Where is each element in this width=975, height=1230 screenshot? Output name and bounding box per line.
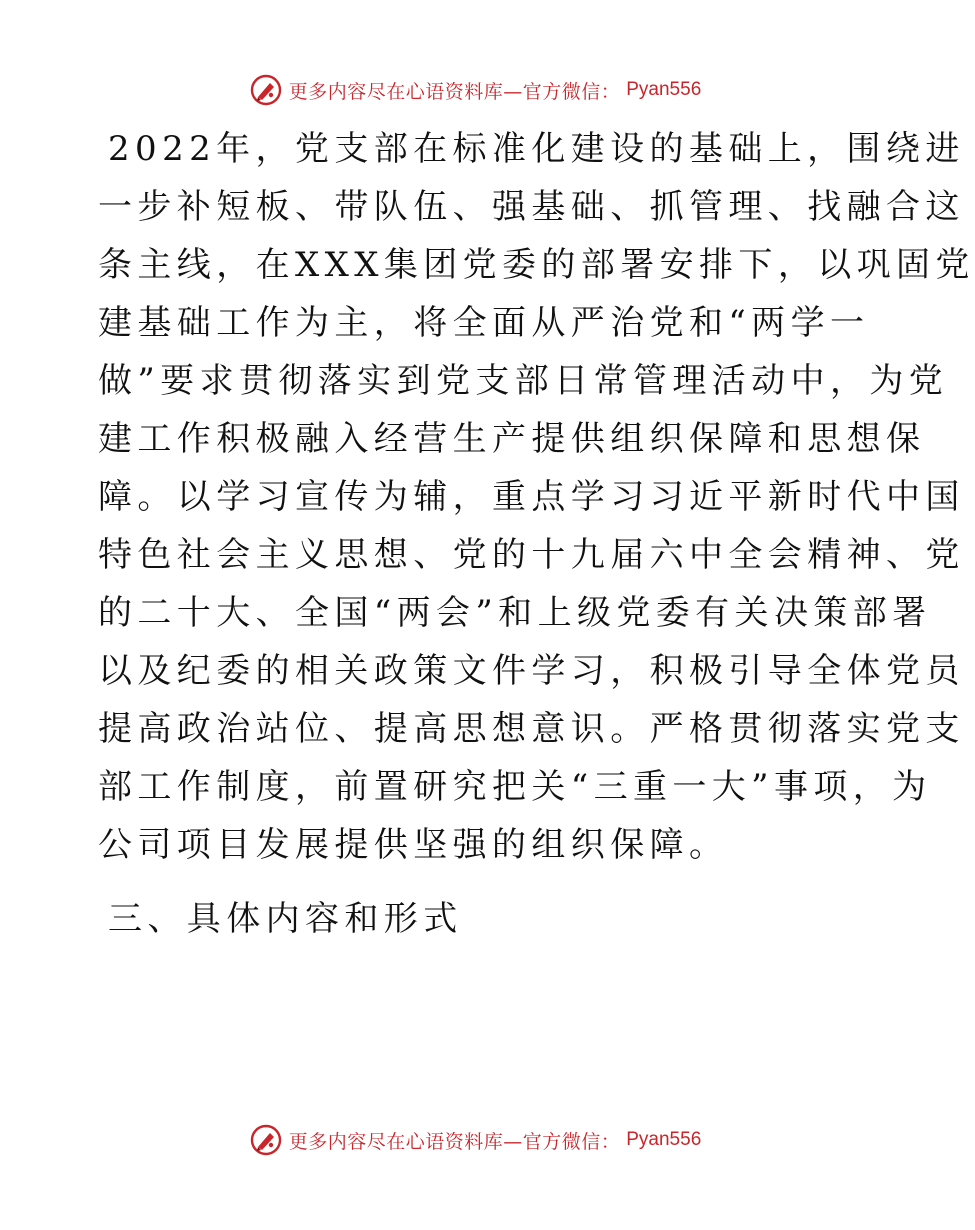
footer-watermark (0, 1120, 950, 1160)
paragraph-line: 建工作积极融入经营生产提供组织保障和思想保 (98, 419, 926, 459)
paragraph-line: 的二十大、全国“两会”和上级党委有关决策部署 (98, 593, 932, 633)
watermark-handle: Pyan556 (626, 79, 702, 100)
red-pen-logo-icon (249, 1123, 283, 1157)
header-watermark (0, 70, 950, 110)
paragraph-line: 障。以学习宣传为辅，重点学习习近平新时代中国 (98, 477, 965, 517)
paragraph-line: 条主线，在XXX集团党委的部署安排下，以巩固党 (98, 245, 975, 285)
paragraph-line: 2022年，党支部在标准化建设的基础上，围绕进 (108, 129, 965, 169)
body-paragraph (98, 120, 975, 874)
paragraph-line: 提高政治站位、提高思想意识。严格贯彻落实党支 (98, 709, 965, 749)
paragraph-line: 以及纪委的相关政策文件学习，积极引导全体党员 (98, 651, 965, 691)
paragraph-line: 特色社会主义思想、党的十九届六中全会精神、党 (98, 535, 965, 575)
paragraph-line: 公司项目发展提供坚强的组织保障。 (98, 825, 729, 865)
watermark-text: 更多内容尽在心语资料库—官方微信： (288, 80, 621, 103)
section-heading: 三、具体内容和形式 (108, 899, 463, 939)
watermark-handle: Pyan556 (626, 1129, 702, 1150)
paragraph-line: 一步补短板、带队伍、强基础、抓管理、找融合这 (98, 187, 965, 227)
red-pen-logo-icon (249, 73, 283, 107)
paragraph-line: 部工作制度，前置研究把关“三重一大”事项，为 (98, 767, 932, 807)
watermark-text: 更多内容尽在心语资料库—官方微信： (288, 1130, 621, 1153)
paragraph-line: 做”要求贯彻落实到党支部日常管理活动中，为党 (98, 361, 949, 401)
paragraph-line: 建基础工作为主，将全面从严治党和“两学一 (98, 303, 870, 343)
